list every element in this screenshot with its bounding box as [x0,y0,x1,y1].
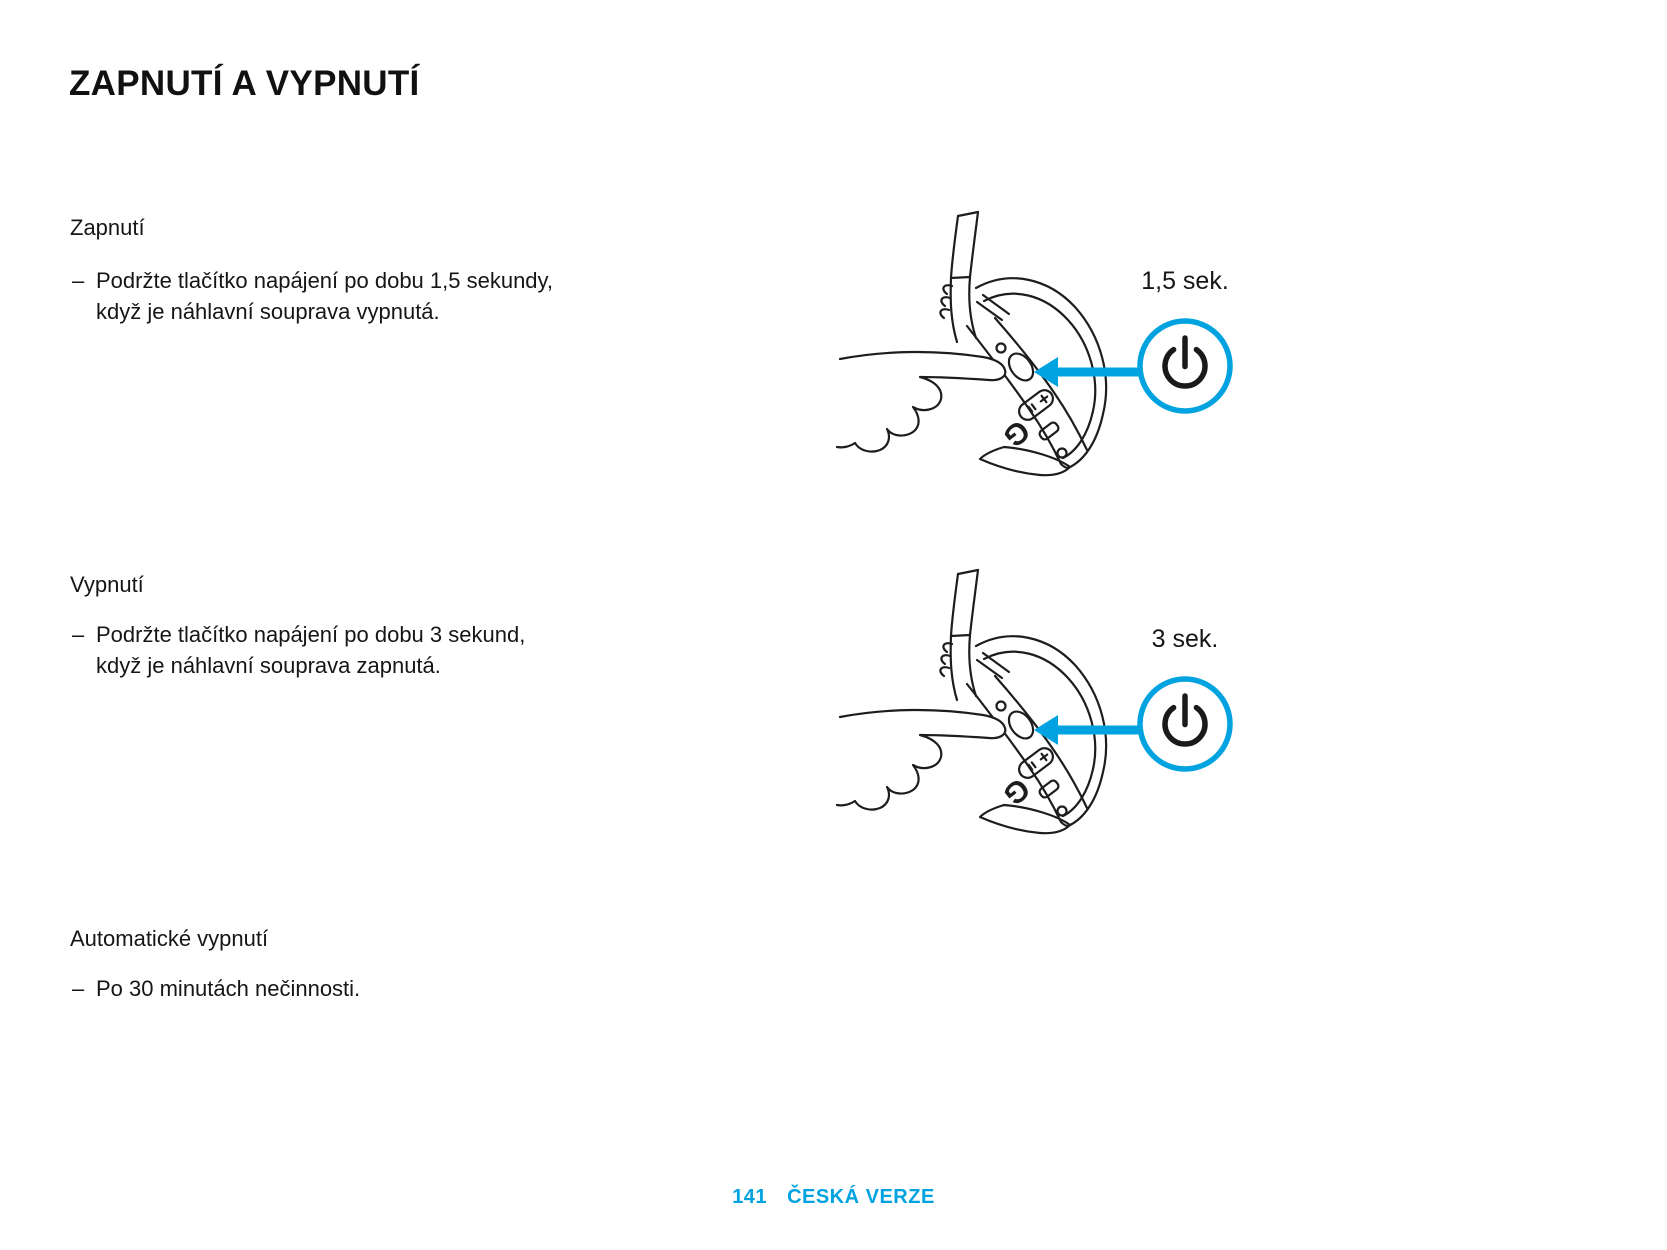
screw-detail [1058,449,1067,458]
bullet-text [96,265,553,327]
bullet-dash: – [72,268,85,293]
bullet-dash: – [72,622,85,647]
screw-detail [1058,807,1067,816]
duration-label: 3 sek. [1151,625,1219,653]
mute-slider [1038,779,1060,799]
page-footer [0,1186,1667,1209]
logitech-g-logo: G [996,771,1036,812]
illustration-power-on [790,190,1250,480]
section-heading-vypnuti: Vypnutí [70,572,144,597]
duration-label: 1,5 sek. [1141,267,1229,295]
status-led [997,702,1006,711]
bullet-line: když je náhlavní souprava zapnutá. [96,653,441,678]
bullet-vypnuti [72,619,652,681]
bullet-text [96,619,525,681]
version-label: ČESKÁ VERZE [787,1186,935,1208]
boom-mic [980,447,1070,475]
bullet-line: Podržte tlačítko napájení po dobu 1,5 sekundy, [96,268,554,293]
section-heading-automaticke-vypnuti: Automatické vypnutí [70,926,269,951]
page-title: ZAPNUTÍ A VYPNUTÍ [69,64,420,103]
headset-illustration [790,548,1250,838]
bullet-automaticke-vypnuti [72,973,652,1004]
bullet-line: Po 30 minutách nečinnosti. [96,976,361,1001]
pointing-hand [837,352,1005,452]
bullet-zapnuti [72,265,652,327]
logitech-g-logo: G [996,413,1036,454]
mute-slider [1038,421,1060,441]
status-led [997,344,1006,353]
bullet-line: Podržte tlačítko napájení po dobu 3 sekund, [96,622,526,647]
bullet-line: když je náhlavní souprava vypnutá. [96,299,440,324]
bullet-text [96,973,360,1004]
headset-illustration [790,190,1250,480]
page-number: 141 [732,1186,768,1208]
boom-mic [980,805,1070,833]
pointing-hand [837,710,1005,810]
illustration-power-off [790,548,1250,838]
section-heading-zapnuti: Zapnutí [70,215,145,240]
bullet-dash: – [72,976,85,1001]
